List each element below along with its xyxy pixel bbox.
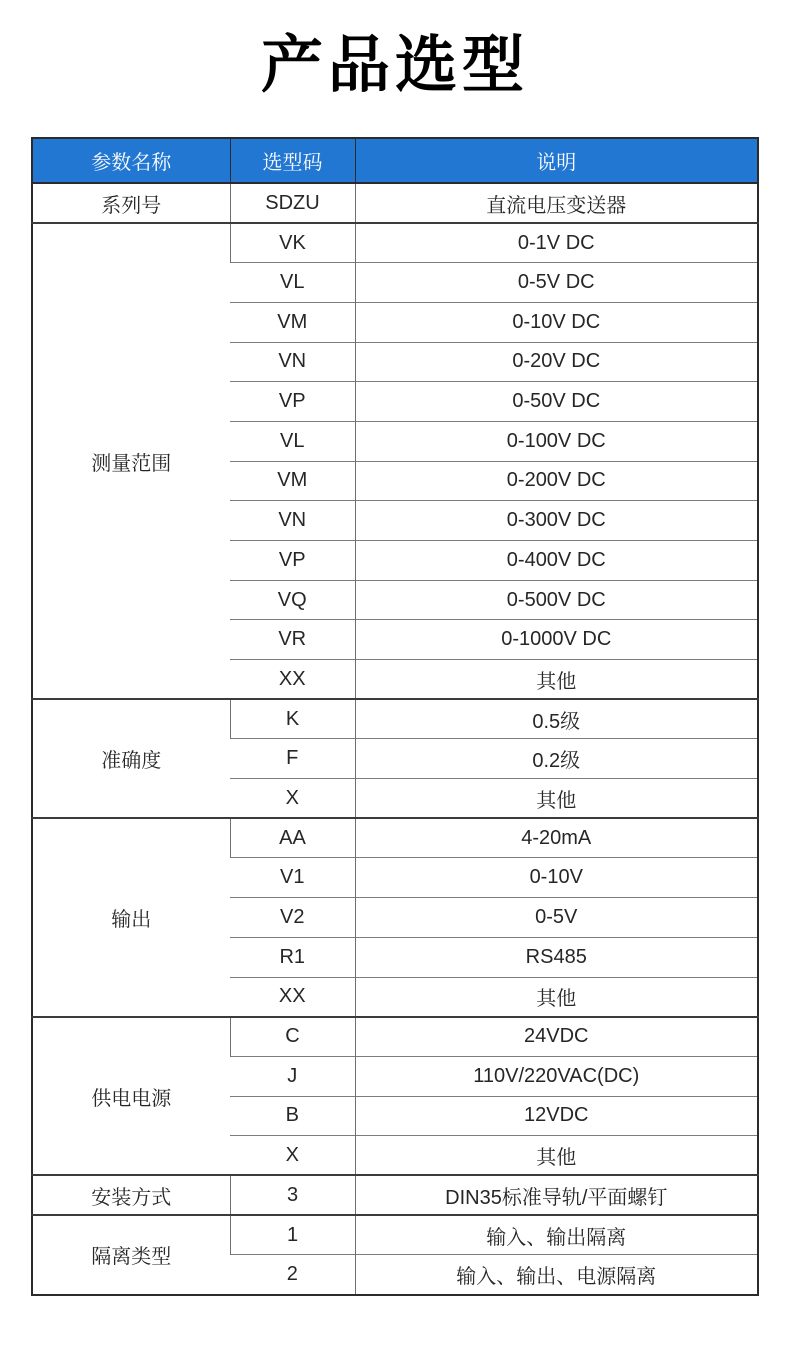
table-row [32,818,758,858]
parameter-name-cell: 测量范围 [32,223,230,699]
selection-code-cell: 2 [230,1255,355,1295]
selection-code-cell: R1 [230,937,355,977]
selection-code-cell: VM [230,302,355,342]
table-row [32,1215,758,1255]
selection-code-cell: C [230,1017,355,1057]
selection-code-cell: VK [230,223,355,263]
table-row [32,1017,758,1057]
description-cell: DIN35标准导轨/平面螺钉 [355,1175,758,1215]
parameter-name-cell: 系列号 [32,183,230,223]
selection-code-cell: B [230,1096,355,1136]
description-cell: 其他 [355,660,758,700]
description-cell: 12VDC [355,1096,758,1136]
selection-code-cell: VL [230,263,355,303]
table-row [32,183,758,223]
description-cell: 其他 [355,977,758,1017]
table-row [32,1175,758,1215]
selection-code-cell: XX [230,660,355,700]
description-cell: 0-100V DC [355,421,758,461]
description-cell: 0-1V DC [355,223,758,263]
description-cell: 0-10V DC [355,302,758,342]
col-header-description: 说明 [355,138,758,183]
col-header-selection-code: 选型码 [230,138,355,183]
parameter-name-cell: 输出 [32,818,230,1016]
description-cell: 0-50V DC [355,382,758,422]
selection-code-cell: VP [230,382,355,422]
description-cell: 4-20mA [355,818,758,858]
description-cell: 0.5级 [355,699,758,739]
selection-code-cell: AA [230,818,355,858]
description-cell: 24VDC [355,1017,758,1057]
selection-code-cell: F [230,739,355,779]
selection-code-cell: VN [230,501,355,541]
selection-code-cell: 1 [230,1215,355,1255]
description-cell: 其他 [355,1136,758,1176]
selection-code-cell: VR [230,620,355,660]
parameter-name-cell: 安装方式 [32,1175,230,1215]
description-cell: 输入、输出隔离 [355,1215,758,1255]
page-title: 产品选型 [260,31,529,100]
selection-code-cell: V2 [230,898,355,938]
selection-code-cell: VQ [230,580,355,620]
parameter-name-cell: 准确度 [32,699,230,818]
description-cell: 0-1000V DC [355,620,758,660]
description-cell: 0.2级 [355,739,758,779]
description-cell: 直流电压变送器 [355,183,758,223]
parameter-name-cell: 隔离类型 [32,1215,230,1294]
selection-code-cell: J [230,1056,355,1096]
selection-code-cell: X [230,1136,355,1176]
product-selection-table [31,137,759,1295]
description-cell: 0-200V DC [355,461,758,501]
description-cell: 其他 [355,779,758,819]
selection-code-cell: XX [230,977,355,1017]
selection-code-cell: X [230,779,355,819]
description-cell: 0-20V DC [355,342,758,382]
description-cell: RS485 [355,937,758,977]
description-cell: 0-5V DC [355,263,758,303]
col-header-parameter-name: 参数名称 [32,138,230,183]
description-cell: 0-500V DC [355,580,758,620]
selection-code-cell: VL [230,421,355,461]
table-row [32,699,758,739]
description-cell: 0-5V [355,898,758,938]
table-header-row [32,138,758,183]
selection-code-cell: 3 [230,1175,355,1215]
selection-code-cell: VP [230,540,355,580]
parameter-name-cell: 供电电源 [32,1017,230,1176]
description-cell: 0-400V DC [355,540,758,580]
selection-code-cell: V1 [230,858,355,898]
table-row [32,223,758,263]
selection-code-cell: VM [230,461,355,501]
description-cell: 110V/220VAC(DC) [355,1056,758,1096]
table-body [32,183,758,1294]
description-cell: 0-300V DC [355,501,758,541]
selection-code-cell: SDZU [230,183,355,223]
description-cell: 0-10V [355,858,758,898]
selection-code-cell: K [230,699,355,739]
description-cell: 输入、输出、电源隔离 [355,1255,758,1295]
selection-code-cell: VN [230,342,355,382]
